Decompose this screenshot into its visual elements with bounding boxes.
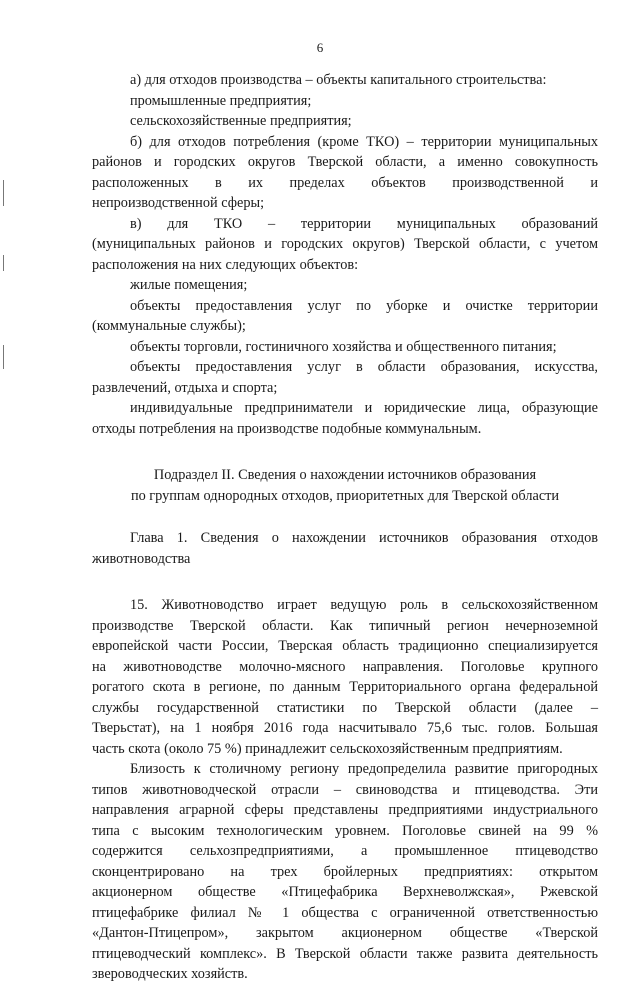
text-line: сельскохозяйственные предприятия; xyxy=(130,113,352,129)
document-body xyxy=(92,70,598,985)
text-line: звероводческих хозяйств. xyxy=(92,966,248,982)
text-line: в) для ТКО – территории муниципальных образований xyxy=(130,215,598,232)
text-line: часть скота (около 75 %) принадлежит сельскохозяйственным предприятиям. xyxy=(92,740,563,757)
page-number: 6 xyxy=(316,40,324,55)
paragraph-proximity xyxy=(92,759,598,985)
text-line: районов и городских округов Тверской области, а именно совокупность xyxy=(92,154,598,170)
text-line: типа с высоким технологическим уровнем. Поголовье свиней на 99 % xyxy=(92,822,598,839)
text-line: производстве Тверской области. Как типичный регион нечерноземной xyxy=(92,617,598,634)
text-line: рогатого скота в регионе, по данным Территориального органа федеральной xyxy=(92,679,598,695)
text-line: службы государственной статистики по Тверской области (далее – xyxy=(92,699,598,716)
text-line: «Дантон-Птицепром», закрытом акционерном обществе «Тверской xyxy=(92,925,598,941)
text-line: содержится сельхозпредприятиями, а промышленное птицеводство xyxy=(92,843,598,859)
text-line: животноводства xyxy=(92,550,191,567)
margin-mark xyxy=(3,345,4,369)
text-line: объекты предоставления услуг по уборке и очистке территории xyxy=(130,297,598,314)
text-line: на животноводстве молочно-мясного направления. Поголовье крупного xyxy=(92,658,598,675)
text-line: (муниципальных районов и городских округов) Тверской области, с учетом xyxy=(92,236,598,252)
text-line: промышленные предприятия; xyxy=(130,92,312,109)
text-line: б) для отходов потребления (кроме ТКО) – территории муниципальных xyxy=(130,133,598,150)
text-line: птицефабрике филиал № 1 общества с ограниченной ответственностью xyxy=(92,904,598,921)
text-line: птицеводческий комплекс». В Тверской области также развита деятельность xyxy=(92,945,598,962)
margin-mark xyxy=(3,255,4,271)
text-line: отходы потребления на производстве подобные коммунальным. xyxy=(92,420,482,437)
text-line: индивидуальные предприниматели и юридические лица, образующие xyxy=(130,400,598,416)
section-top xyxy=(92,70,598,439)
text-line: типов животноводческой отрасли – свиноводства и птицеводства. Эти xyxy=(92,781,598,798)
chapter-heading xyxy=(92,528,598,569)
text-line: акционерном обществе «Птицефабрика Верхневолжская», Ржевской xyxy=(92,884,598,900)
text-line: непроизводственной сферы; xyxy=(92,195,265,211)
text-line: сконцентрировано на трех бройлерных предприятиях: открытом xyxy=(92,863,598,880)
paragraph-15 xyxy=(92,595,598,759)
text-line: направления аграрной сферы представлены предприятиями индустриального xyxy=(92,802,598,818)
text-line: объекты торговли, гостиничного хозяйства и общественного питания; xyxy=(130,338,557,355)
subsection-heading-line: по группам однородных отходов, приоритетных для Тверской области xyxy=(130,487,560,504)
text-line: развлечений, отдыха и спорта; xyxy=(92,379,278,396)
text-line: объекты предоставления услуг в области образования, искусства, xyxy=(130,359,598,375)
text-line: жилые помещения; xyxy=(130,277,248,293)
text-line: (коммунальные службы); xyxy=(92,318,246,334)
text-line: европейской части России, Тверская область традиционно специализируется xyxy=(92,638,598,654)
text-line: Глава 1. Сведения о нахождении источников образования отходов xyxy=(130,530,598,546)
text-line: 15. Животноводство играет ведущую роль в сельскохозяйственном xyxy=(130,597,598,613)
text-line: а) для отходов производства – объекты капитального строительства: xyxy=(130,72,547,88)
text-line: Тверьстат), на 1 ноября 2016 года насчитывало 75,6 тыс. голов. Большая xyxy=(92,720,598,736)
text-line: Близость к столичному региону предопределила развитие пригородных xyxy=(130,761,598,777)
text-line: расположения на них следующих объектов: xyxy=(92,256,359,273)
margin-mark xyxy=(3,180,4,206)
subsection-heading xyxy=(92,465,598,506)
text-line: расположенных в их пределах объектов производственной и xyxy=(92,174,598,191)
subsection-heading-line: Подраздел II. Сведения о нахождении источников образования xyxy=(153,467,537,483)
